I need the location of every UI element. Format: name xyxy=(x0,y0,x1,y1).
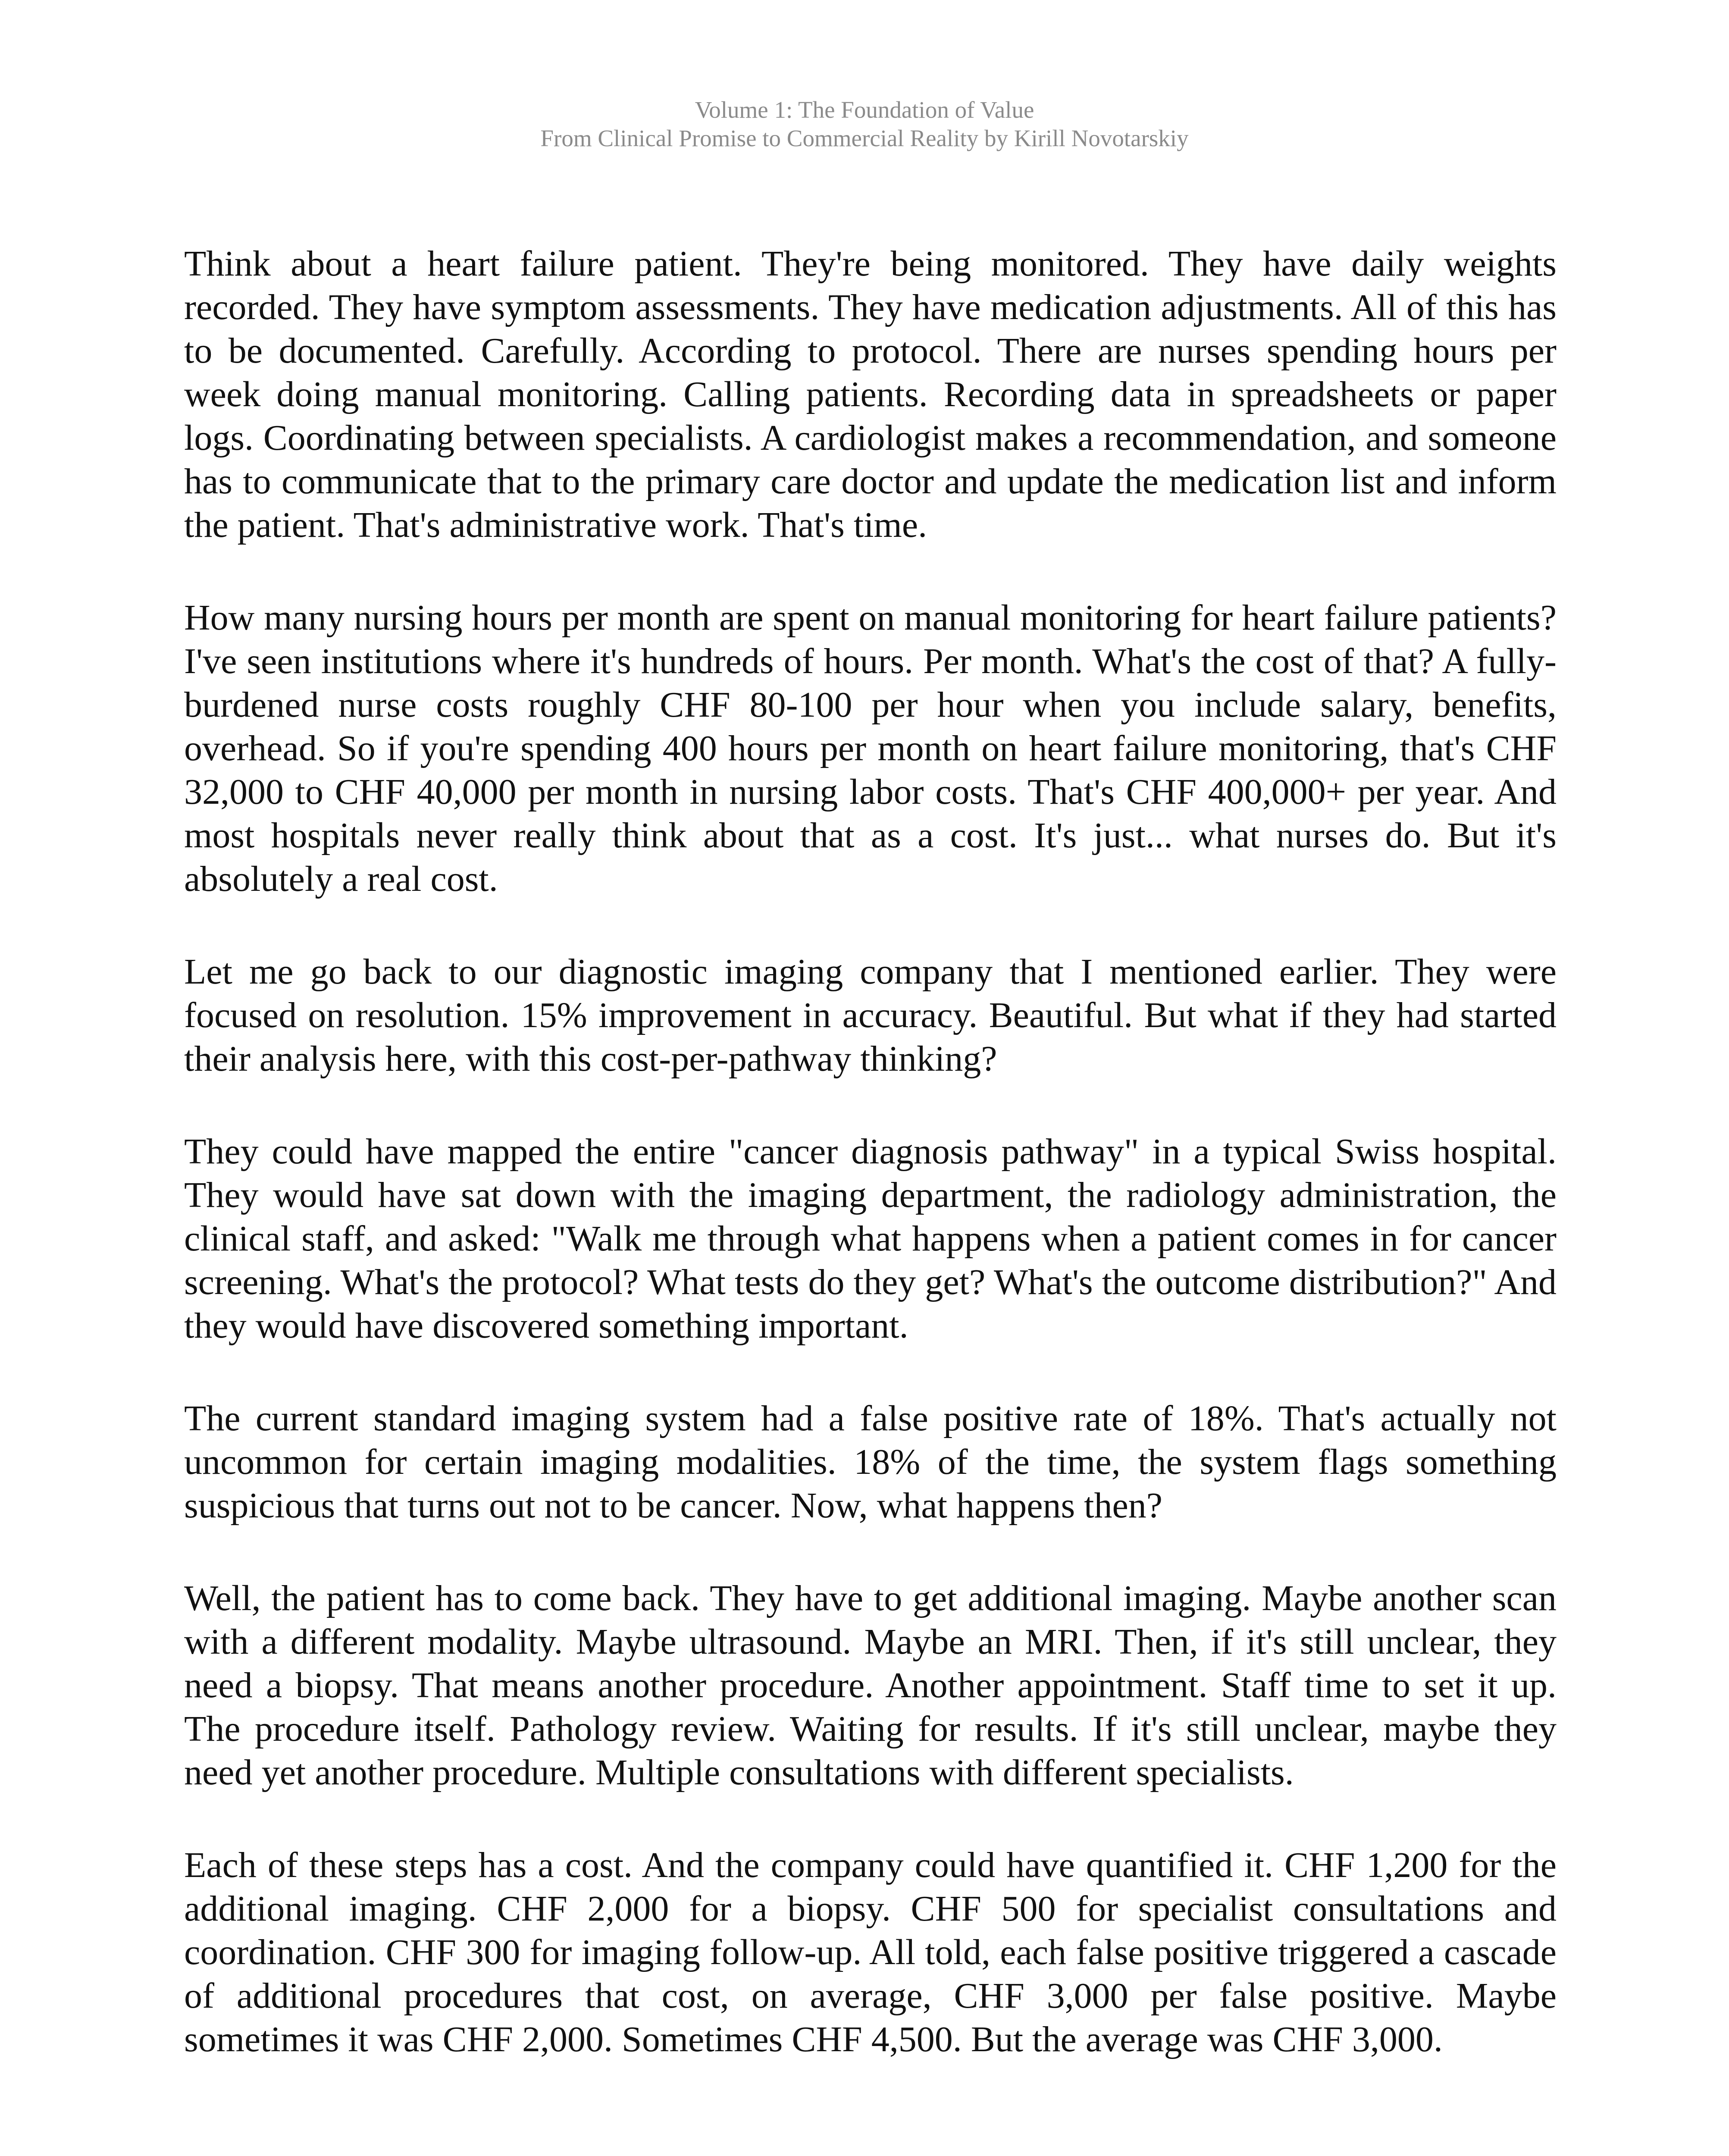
paragraph: Think about a heart failure patient. They're being monitored. They have daily weights recorded. They have symptom assessments. They have medication adjustments. All of this has to be documented. Carefully. According to protocol. There are nurses spending hours per week doing manual monitoring. Calling patients. Recording data in spreadsheets or paper logs. Coordinating between specialists. A cardiologist makes a recommendation, and someone has to communicate that to the primary care doctor and update the medication list and inform the patient. That's administrative work. That's time. xyxy=(184,244,1557,545)
volume-title: Volume 1: The Foundation of Value xyxy=(695,97,1034,123)
paragraph: Each of these steps has a cost. And the company could have quantified it. CHF 1,200 for the additional imaging. CHF 2,000 for a biopsy. CHF 500 for specialist consultations and coordination. CHF 300 for imaging follow-up. All told, each false positive triggered a cascade of additional procedures that cost, on average, CHF 3,000 per false positive. Maybe sometimes it was CHF 2,000. Sometimes CHF 4,500. But the average was CHF 3,000. xyxy=(184,1845,1557,2059)
book-title-author: From Clinical Promise to Commercial Reality by Kirill Novotarskiy xyxy=(540,125,1189,151)
paragraph: The current standard imaging system had a false positive rate of 18%. That's actually not uncommon for certain imaging modalities. 18% of the time, the system flags something suspicious that turns out not to be cancer. Now, what happens then? xyxy=(184,1398,1557,1526)
paragraph: Let me go back to our diagnostic imaging company that I mentioned earlier. They were focused on resolution. 15% improvement in accuracy. Beautiful. But what if they had started their analysis here, with this cost-per-pathway thinking? xyxy=(184,952,1557,1079)
page-body xyxy=(184,242,1557,2061)
running-header xyxy=(0,96,1729,153)
paragraph: How many nursing hours per month are spent on manual monitoring for heart failure patients? I've seen institutions where it's hundreds of hours. Per month. What's the cost of that? A fully-burdened nurse costs roughly CHF 80-100 per hour when you include salary, benefits, overhead. So if you're spending 400 hours per month on heart failure monitoring, that's CHF 32,000 to CHF 40,000 per month in nursing labor costs. That's CHF 400,000+ per year. And most hospitals never really think about that as a cost. It's just... what nurses do. But it's absolutely a real cost. xyxy=(184,598,1557,899)
paragraph: Well, the patient has to come back. They have to get additional imaging. Maybe another scan with a different modality. Maybe ultrasound. Maybe an MRI. Then, if it's still unclear, they need a biopsy. That means another procedure. Another appointment. Staff time to set it up. The procedure itself. Pathology review. Waiting for results. If it's still unclear, maybe they need yet another procedure. Multiple consultations with different specialists. xyxy=(184,1578,1557,1792)
paragraph: They could have mapped the entire "cancer diagnosis pathway" in a typical Swiss hospital. They would have sat down with the imaging department, the radiology administration, the clinical staff, and asked: "Walk me through what happens when a patient comes in for cancer screening. What's the protocol? What tests do they get? What's the outcome distribution?" And they would have discovered something important. xyxy=(184,1131,1557,1346)
